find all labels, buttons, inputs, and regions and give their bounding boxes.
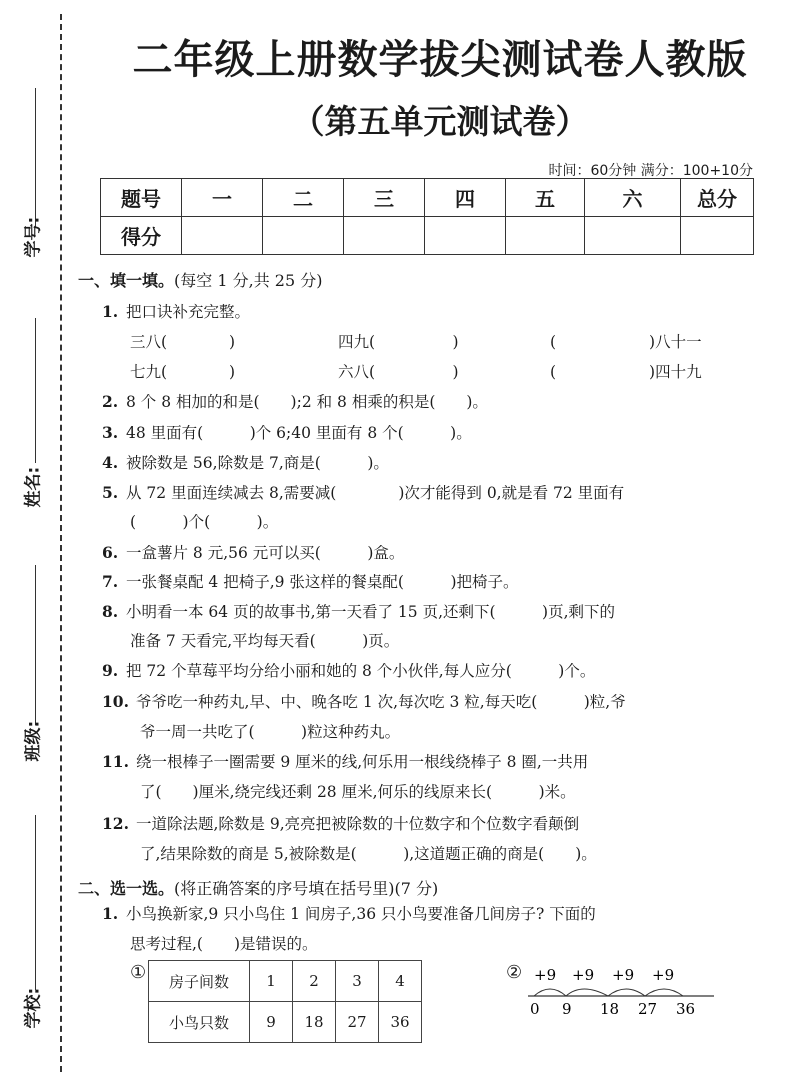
question-number: 4.	[102, 453, 119, 472]
score-input-cell[interactable]	[681, 217, 754, 255]
school-label: 学校:	[23, 987, 44, 1029]
question	[102, 453, 389, 473]
table-row	[101, 179, 754, 217]
jump-arc	[608, 989, 645, 996]
jump-label: +9	[572, 966, 595, 984]
question-text: 把口诀补充完整。	[126, 303, 251, 321]
question-continuation: ( )个( )。	[130, 513, 279, 531]
fill-blank[interactable]: 四九( )	[338, 333, 459, 351]
section-heading	[78, 268, 322, 291]
question	[102, 904, 596, 924]
score-input-cell[interactable]	[506, 217, 585, 255]
page-title: 二年级上册数学拔尖测试卷人教版	[132, 37, 748, 83]
fill-blank[interactable]: ( )八十一	[550, 333, 702, 351]
fill-blank[interactable]: 三八( )	[130, 333, 236, 351]
question	[102, 692, 626, 712]
section-title: 二、选一选。	[78, 879, 175, 898]
blank-row	[130, 332, 702, 352]
table-cell: 1	[250, 961, 293, 1002]
question-number: 7.	[102, 572, 119, 591]
table-cell: 一	[182, 179, 263, 217]
question-number: 11.	[102, 752, 129, 771]
question-continuation: 了( )厘米,绕完线还剩 28 厘米,何乐的线原来长( )米。	[140, 783, 576, 801]
jump-label: +9	[534, 966, 557, 984]
table-cell: 房子间数	[149, 961, 250, 1002]
question-continuation: 爷一周一共吃了( )粒这种药丸。	[140, 723, 401, 741]
jump-arc	[534, 989, 566, 996]
question-text: 把 72 个草莓平均分给小丽和她的 8 个小伙伴,每人应分( )个。	[126, 662, 596, 680]
table-cell: 4	[379, 961, 422, 1002]
question-number: 12.	[102, 814, 129, 833]
question-text: 爷爷吃一种药丸,早、中、晚各吃 1 次,每次吃 3 粒,每天吃( )粒,爷	[136, 693, 626, 711]
question	[102, 572, 519, 592]
table-row	[149, 961, 422, 1002]
student-id-line	[35, 88, 36, 228]
score-input-cell[interactable]	[585, 217, 681, 255]
question-text: 一盒薯片 8 元,56 元可以买( )盒。	[126, 544, 405, 562]
score-table	[100, 178, 754, 255]
fill-blank[interactable]: 六八( )	[338, 363, 459, 381]
score-input-cell[interactable]	[182, 217, 263, 255]
question-number: 2.	[102, 392, 119, 411]
question-text: 8 个 8 相加的和是( );2 和 8 相乘的积是( )。	[126, 393, 488, 411]
tick-label: 36	[676, 1000, 696, 1018]
table-cell: 36	[379, 1002, 422, 1043]
table-cell: 总分	[681, 179, 754, 217]
table-cell: 2	[293, 961, 336, 1002]
question	[102, 302, 250, 322]
tick-label: 27	[638, 1000, 658, 1018]
question	[102, 392, 488, 412]
page-subtitle: （第五单元测试卷）	[291, 102, 589, 141]
question-number: 8.	[102, 602, 119, 621]
table-cell: 27	[336, 1002, 379, 1043]
question-continuation: 思考过程,( )是错误的。	[130, 935, 318, 953]
question-continuation: 准备 7 天看完,平均每天看( )页。	[130, 632, 400, 650]
question	[102, 423, 472, 443]
fill-blank[interactable]: 七九( )	[130, 363, 236, 381]
jump-arc	[645, 989, 683, 996]
question-number: 10.	[102, 692, 129, 711]
option-1-table	[148, 960, 422, 1043]
fill-blank[interactable]: ( )四十九	[550, 363, 702, 381]
option-1-label: ①	[130, 962, 147, 983]
school-line	[35, 815, 36, 990]
question-text: 小鸟换新家,9 只小鸟住 1 间房子,36 只小鸟要准备几间房子? 下面的	[126, 905, 596, 923]
question-number: 1.	[102, 302, 119, 321]
question	[102, 661, 595, 681]
question-text: 48 里面有( )个 6;40 里面有 8 个( )。	[126, 424, 472, 442]
tick-label: 18	[600, 1000, 620, 1018]
table-cell: 小鸟只数	[149, 1002, 250, 1043]
table-cell: 六	[585, 179, 681, 217]
question-text: 一张餐桌配 4 把椅子,9 张这样的餐桌配( )把椅子。	[126, 573, 519, 591]
name-label: 姓名:	[23, 466, 44, 508]
table-cell: 四	[425, 179, 506, 217]
table-row	[101, 217, 754, 255]
binding-dashed-line	[60, 14, 62, 1072]
question-continuation: 了,结果除数的商是 5,被除数是( ),这道题正确的商是( )。	[140, 845, 597, 863]
question-number: 1.	[102, 904, 119, 923]
tick-label: 9	[562, 1000, 572, 1018]
question-text: 从 72 里面连续减去 8,需要减( )次才能得到 0,就是看 72 里面有	[126, 484, 625, 502]
section-title: 一、填一填。	[78, 271, 175, 290]
jump-label: +9	[612, 966, 635, 984]
score-input-cell[interactable]	[344, 217, 425, 255]
table-cell: 3	[336, 961, 379, 1002]
question-number: 9.	[102, 661, 119, 680]
name-line	[35, 318, 36, 463]
section-note: (将正确答案的序号填在括号里)(7 分)	[174, 879, 439, 898]
question	[102, 814, 579, 834]
question	[102, 543, 404, 563]
question-number: 6.	[102, 543, 119, 562]
tick-label: 0	[530, 1000, 540, 1018]
score-input-cell[interactable]	[263, 217, 344, 255]
question	[102, 483, 624, 503]
table-cell: 五	[506, 179, 585, 217]
section-note: (每空 1 分,共 25 分)	[174, 271, 323, 290]
time-score-info: 时间：60分钟 满分：100+10分	[548, 163, 753, 179]
class-label: 班级:	[23, 720, 44, 762]
question-number: 3.	[102, 423, 119, 442]
question-text: 小明看一本 64 页的故事书,第一天看了 15 页,还剩下( )页,剩下的	[126, 603, 616, 621]
table-row	[149, 1002, 422, 1043]
score-input-cell[interactable]	[425, 217, 506, 255]
question-text: 绕一根棒子一圈需要 9 厘米的线,何乐用一根线绕棒子 8 圈,一共用	[136, 753, 589, 771]
table-cell: 题号	[101, 179, 182, 217]
table-cell: 得分	[101, 217, 182, 255]
table-cell: 三	[344, 179, 425, 217]
class-line	[35, 565, 36, 725]
question	[102, 602, 615, 622]
jump-arc	[566, 989, 608, 996]
table-cell: 9	[250, 1002, 293, 1043]
question-number: 5.	[102, 483, 119, 502]
blank-row	[130, 362, 702, 382]
section-heading	[78, 876, 438, 899]
question	[102, 752, 588, 772]
question-text: 被除数是 56,除数是 7,商是( )。	[126, 454, 389, 472]
table-cell: 二	[263, 179, 344, 217]
table-cell: 18	[293, 1002, 336, 1043]
number-line-diagram	[528, 962, 718, 1020]
student-id-label: 学号:	[23, 216, 44, 258]
jump-label: +9	[652, 966, 675, 984]
option-2-label: ②	[506, 962, 523, 983]
question-text: 一道除法题,除数是 9,亮亮把被除数的十位数字和个位数字看颠倒	[136, 815, 580, 833]
